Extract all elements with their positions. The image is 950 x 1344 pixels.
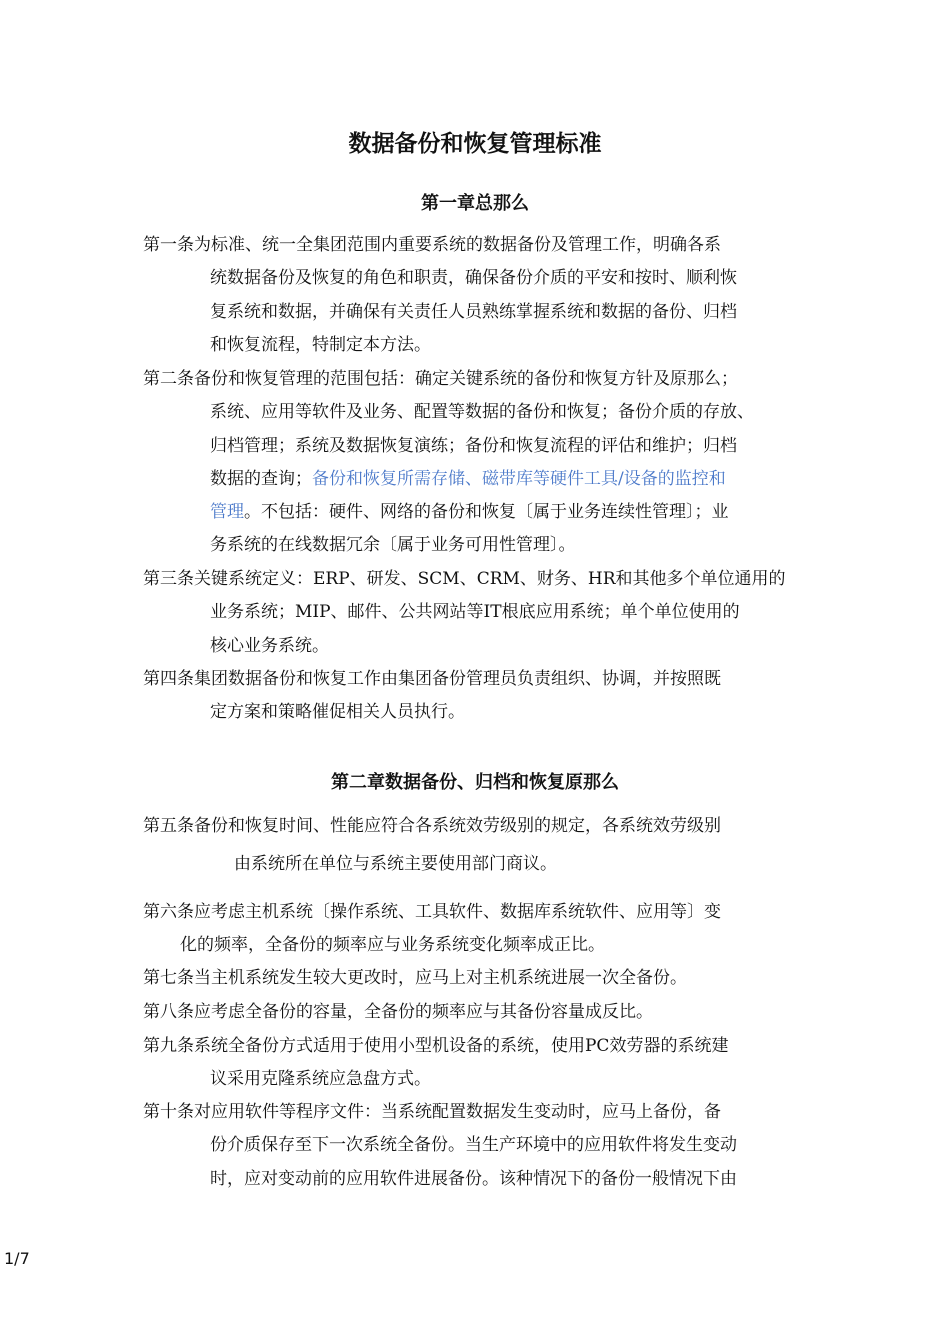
article-5-line-1: 第五条备份和恢复时间、性能应符合各系统效劳级别的规定，各系统效劳级别 <box>143 816 721 836</box>
article-2-line-2: 系统、应用等软件及业务、配置等数据的备份和恢复；备份介质的存放、 <box>210 402 754 423</box>
article-1-line-1: 第一条为标准、统一全集团范围内重要系统的数据备份及管理工作，明确各系 <box>143 235 721 255</box>
article-2-line-1: 第二条备份和恢复管理的范围包括：确定关键系统的备份和恢复方针及原那么； <box>143 369 738 389</box>
document-title: 数据备份和恢复管理标准 <box>348 131 602 157</box>
article-6 <box>143 896 721 963</box>
article-10-line-1: 第十条对应用软件等程序文件：当系统配置数据发生变动时，应马上备份，备 <box>143 1102 721 1122</box>
article-2-line-4-text: 数据的查询； <box>210 468 312 489</box>
article-4-line-1: 第四条集团数据备份和恢复工作由集团备份管理员负责组织、协调，并按照既 <box>143 669 721 689</box>
article-2-line-6: 务系统的在线数据冗余〔属于业务可用性管理〕。 <box>210 535 576 556</box>
article-7-line-1: 第七条当主机系统发生较大更改时，应马上对主机系统进展一次全备份。 <box>143 968 687 988</box>
article-2-line-5-text: 。不包括：硬件、网络的备份和恢复〔属于业务连续性管理〕；业 <box>244 502 729 523</box>
article-7 <box>143 962 687 995</box>
article-3-line-3: 核心业务系统。 <box>210 635 329 656</box>
article-4 <box>143 663 721 730</box>
article-2-line-5 <box>143 496 754 529</box>
article-1-line-4: 和恢复流程，特制定本方法。 <box>210 334 431 355</box>
article-10 <box>143 1096 737 1196</box>
article-4-line-2: 定方案和策略催促相关人员执行。 <box>210 702 465 723</box>
highlighted-text-continued: 管理 <box>210 502 244 523</box>
article-9-line-2: 议采用克隆系统应急盘方式。 <box>210 1069 431 1090</box>
article-8 <box>143 996 653 1029</box>
chapter-1-title: 第一章总那么 <box>421 193 529 214</box>
article-3-line-1: 第三条关键系统定义：ERP、研发、SCM、CRM、财务、HR和其他多个单位通用的 <box>143 569 786 589</box>
article-9-line-1: 第九条系统全备份方式适用于使用小型机设备的系统，使用PC效劳器的系统建 <box>143 1036 729 1056</box>
article-8-line-1: 第八条应考虑全备份的容量，全备份的频率应与其备份容量成反比。 <box>143 1002 653 1022</box>
highlighted-text: 备份和恢复所需存储、磁带库等硬件工具/设备的监控和 <box>312 468 726 489</box>
article-1-line-3: 复系统和数据，并确保有关责任人员熟练掌握系统和数据的备份、归档 <box>210 301 737 322</box>
article-10-line-3: 时，应对变动前的应用软件进展备份。该种情况下的备份一般情况下由 <box>210 1168 737 1189</box>
chapter-2-title: 第二章数据备份、归档和恢复原那么 <box>331 772 619 793</box>
article-5 <box>143 807 721 883</box>
page-number: 1/7 <box>4 1249 30 1268</box>
article-1 <box>143 229 737 362</box>
article-3 <box>143 563 786 663</box>
article-2-line-3: 归档管理；系统及数据恢复演练；备份和恢复流程的评估和维护；归档 <box>210 435 737 456</box>
article-2 <box>143 363 754 563</box>
article-6-line-2: 化的频率，全备份的频率应与业务系统变化频率成正比。 <box>180 935 605 956</box>
article-9 <box>143 1030 728 1097</box>
article-10-line-2: 份介质保存至下一次系统全备份。当生产环境中的应用软件将发生变动 <box>210 1135 737 1156</box>
article-5-line-2: 由系统所在单位与系统主要使用部门商议。 <box>234 854 557 874</box>
article-2-line-4 <box>143 463 754 496</box>
article-1-line-2: 统数据备份及恢复的角色和职责，确保备份介质的平安和按时、顺利恢 <box>210 268 737 289</box>
article-6-line-1: 第六条应考虑主机系统〔操作系统、工具软件、数据库系统软件、应用等〕变 <box>143 902 721 922</box>
article-3-line-2: 业务系统；MIP、邮件、公共网站等IT根底应用系统；单个单位使用的 <box>210 602 740 623</box>
